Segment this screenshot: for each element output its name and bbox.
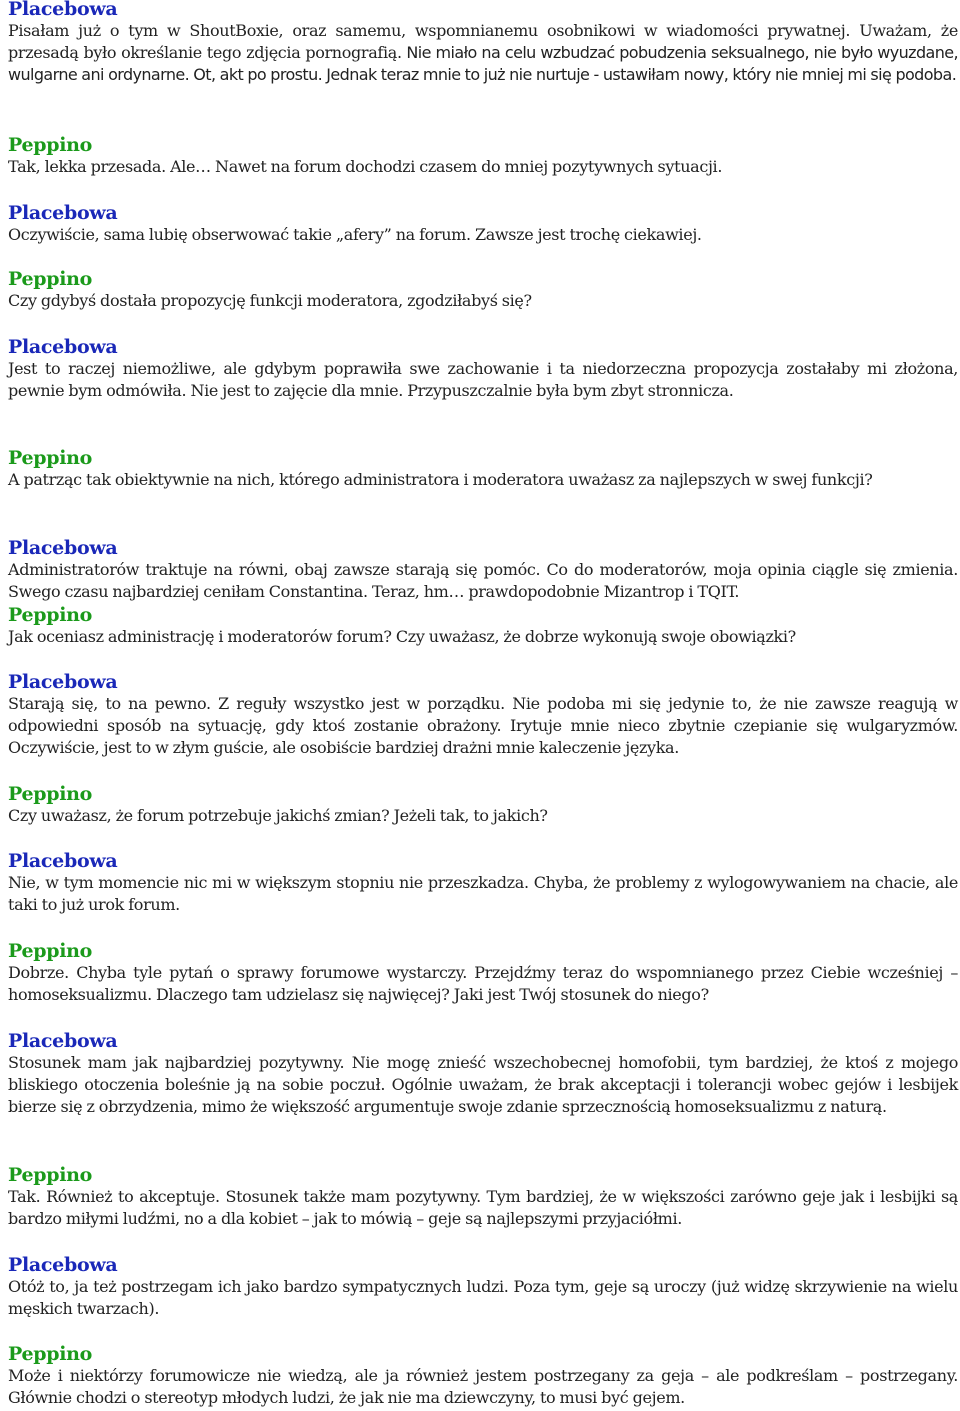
interview-entry — [8, 783, 958, 827]
speaker-label: Peppino — [8, 1164, 93, 1186]
interview-entry — [8, 447, 958, 491]
interview-entry — [8, 537, 958, 603]
speaker-label: Placebowa — [8, 202, 118, 224]
speaker-label: Placebowa — [8, 0, 118, 20]
entry-text: Czy gdybyś dostała propozycję funkcji moderatora, zgodziłabyś się? — [8, 291, 532, 310]
interview-entry — [8, 850, 958, 916]
speaker-label: Peppino — [8, 447, 93, 469]
entry-text: Oczywiście, sama lubię obserwować takie „afery” na forum. Zawsze jest trochę ciekawiej. — [8, 225, 702, 244]
entry-text: Pisałam już o tym w ShoutBoxie, oraz samemu, wspomnianemu osobnikowi w wiadomości prywatnej. Uważam, że przesadą było określanie tego zdjęcia pornografią. Nie miało na celu wzbudzać pobudzenia seksualnego, nie było wyuzdane, wulgarne ani ordynarne. Ot, akt po prostu. Jednak teraz mnie to już nie nurtuje - ustawiłam nowy, który nie mniej mi się podoba. — [8, 21, 958, 84]
interview-entry — [8, 1030, 958, 1118]
interview-entry — [8, 134, 958, 178]
entry-text: Czy uważasz, że forum potrzebuje jakichś zmian? Jeżeli tak, to jakich? — [8, 806, 548, 825]
speaker-label: Placebowa — [8, 1254, 118, 1276]
interview-entry — [8, 202, 958, 246]
entry-text: Jak oceniasz administrację i moderatorów forum? Czy uważasz, że dobrze wykonują swoje obowiązki? — [8, 627, 796, 646]
interview-entry — [8, 1343, 958, 1409]
speaker-label: Placebowa — [8, 850, 118, 872]
interview-entry — [8, 671, 958, 759]
speaker-label: Peppino — [8, 134, 93, 156]
interview-entry — [8, 604, 958, 648]
speaker-label: Placebowa — [8, 336, 118, 358]
interview-entry — [8, 0, 958, 86]
speaker-label: Peppino — [8, 1343, 93, 1365]
speaker-label: Peppino — [8, 604, 93, 626]
entry-text: Tak. Również to akceptuje. Stosunek także mam pozytywny. Tym bardziej, że w większości zarówno geje jak i lesbijki są bardzo miłymi ludźmi, no a dla kobiet – jak to mówią – geje są najlepszymi przyjaciółmi. — [8, 1187, 958, 1228]
entry-text: Nie, w tym momencie nic mi w większym stopniu nie przeszkadza. Chyba, że problemy z wylogowywaniem na chacie, ale taki to już urok forum. — [8, 873, 958, 914]
speaker-label: Peppino — [8, 783, 93, 805]
speaker-label: Placebowa — [8, 1030, 118, 1052]
speaker-label: Peppino — [8, 268, 93, 290]
entry-text: Dobrze. Chyba tyle pytań o sprawy forumowe wystarczy. Przejdźmy teraz do wspomnianego przez Ciebie wcześniej – homoseksualizmu. Dlaczego tam udzielasz się najwięcej? Jaki jest Twój stosunek do niego? — [8, 963, 958, 1004]
speaker-label: Peppino — [8, 940, 93, 962]
entry-text: Starają się, to na pewno. Z reguły wszystko jest w porządku. Nie podoba mi się jedynie to, że nie zawsze reagują w odpowiedni sposób na sytuację, gdy ktoś zostanie obrażony. Irytuje mnie nieco zbytnie czepianie się wulgaryzmów. Oczywiście, jest to w złym guście, ale osobiście bardziej drażni mnie kaleczenie języka. — [8, 694, 958, 757]
entry-text: Tak, lekka przesada. Ale… Nawet na forum dochodzi czasem do mniej pozytywnych sytuacji. — [8, 157, 723, 176]
interview-entry — [8, 940, 958, 1006]
entry-text: Może i niektórzy forumowicze nie wiedzą, ale ja również jestem postrzegany za geja – ale podkreślam – postrzegany. Głównie chodzi o stereotyp młodych ludzi, że jak nie ma dziewczyny, to musi być gejem. — [8, 1366, 958, 1407]
interview-entry — [8, 336, 958, 402]
speaker-label: Placebowa — [8, 671, 118, 693]
speaker-label: Placebowa — [8, 537, 118, 559]
entry-text: Stosunek mam jak najbardziej pozytywny. Nie mogę znieść wszechobecnej homofobii, tym bardziej, że ktoś z mojego bliskiego otoczenia boleśnie ją na sobie poczuł. Ogólnie uważam, że brak akceptacji i tolerancji wobec gejów i lesbijek bierze się z obrzydzenia, mimo że większość argumentuje swoje zdanie sprzecznością homoseksualizmu z naturą. — [8, 1053, 958, 1116]
entry-text: Otóż to, ja też postrzegam ich jako bardzo sympatycznych ludzi. Poza tym, geje są uroczy (już widzę skrzywienie na wielu męskich twarzach). — [8, 1277, 958, 1318]
interview-entry — [8, 1164, 958, 1230]
entry-text: A patrząc tak obiektywnie na nich, którego administratora i moderatora uważasz za najlepszych w swej funkcji? — [8, 470, 873, 489]
interview-entry — [8, 268, 958, 312]
entry-text: Jest to raczej niemożliwe, ale gdybym poprawiła swe zachowanie i ta niedorzeczna propozycja zostałaby mi złożona, pewnie bym odmówiła. Nie jest to zajęcie dla mnie. Przypuszczalnie była bym zbyt stronnicza. — [8, 359, 958, 400]
entry-text: Administratorów traktuje na równi, obaj zawsze starają się pomóc. Co do moderatorów, moja opinia ciągle się zmienia. Swego czasu najbardziej ceniłam Constantina. Teraz, hm… prawdopodobnie Mizantrop i TQIT. — [8, 560, 958, 601]
interview-entry — [8, 1254, 958, 1320]
